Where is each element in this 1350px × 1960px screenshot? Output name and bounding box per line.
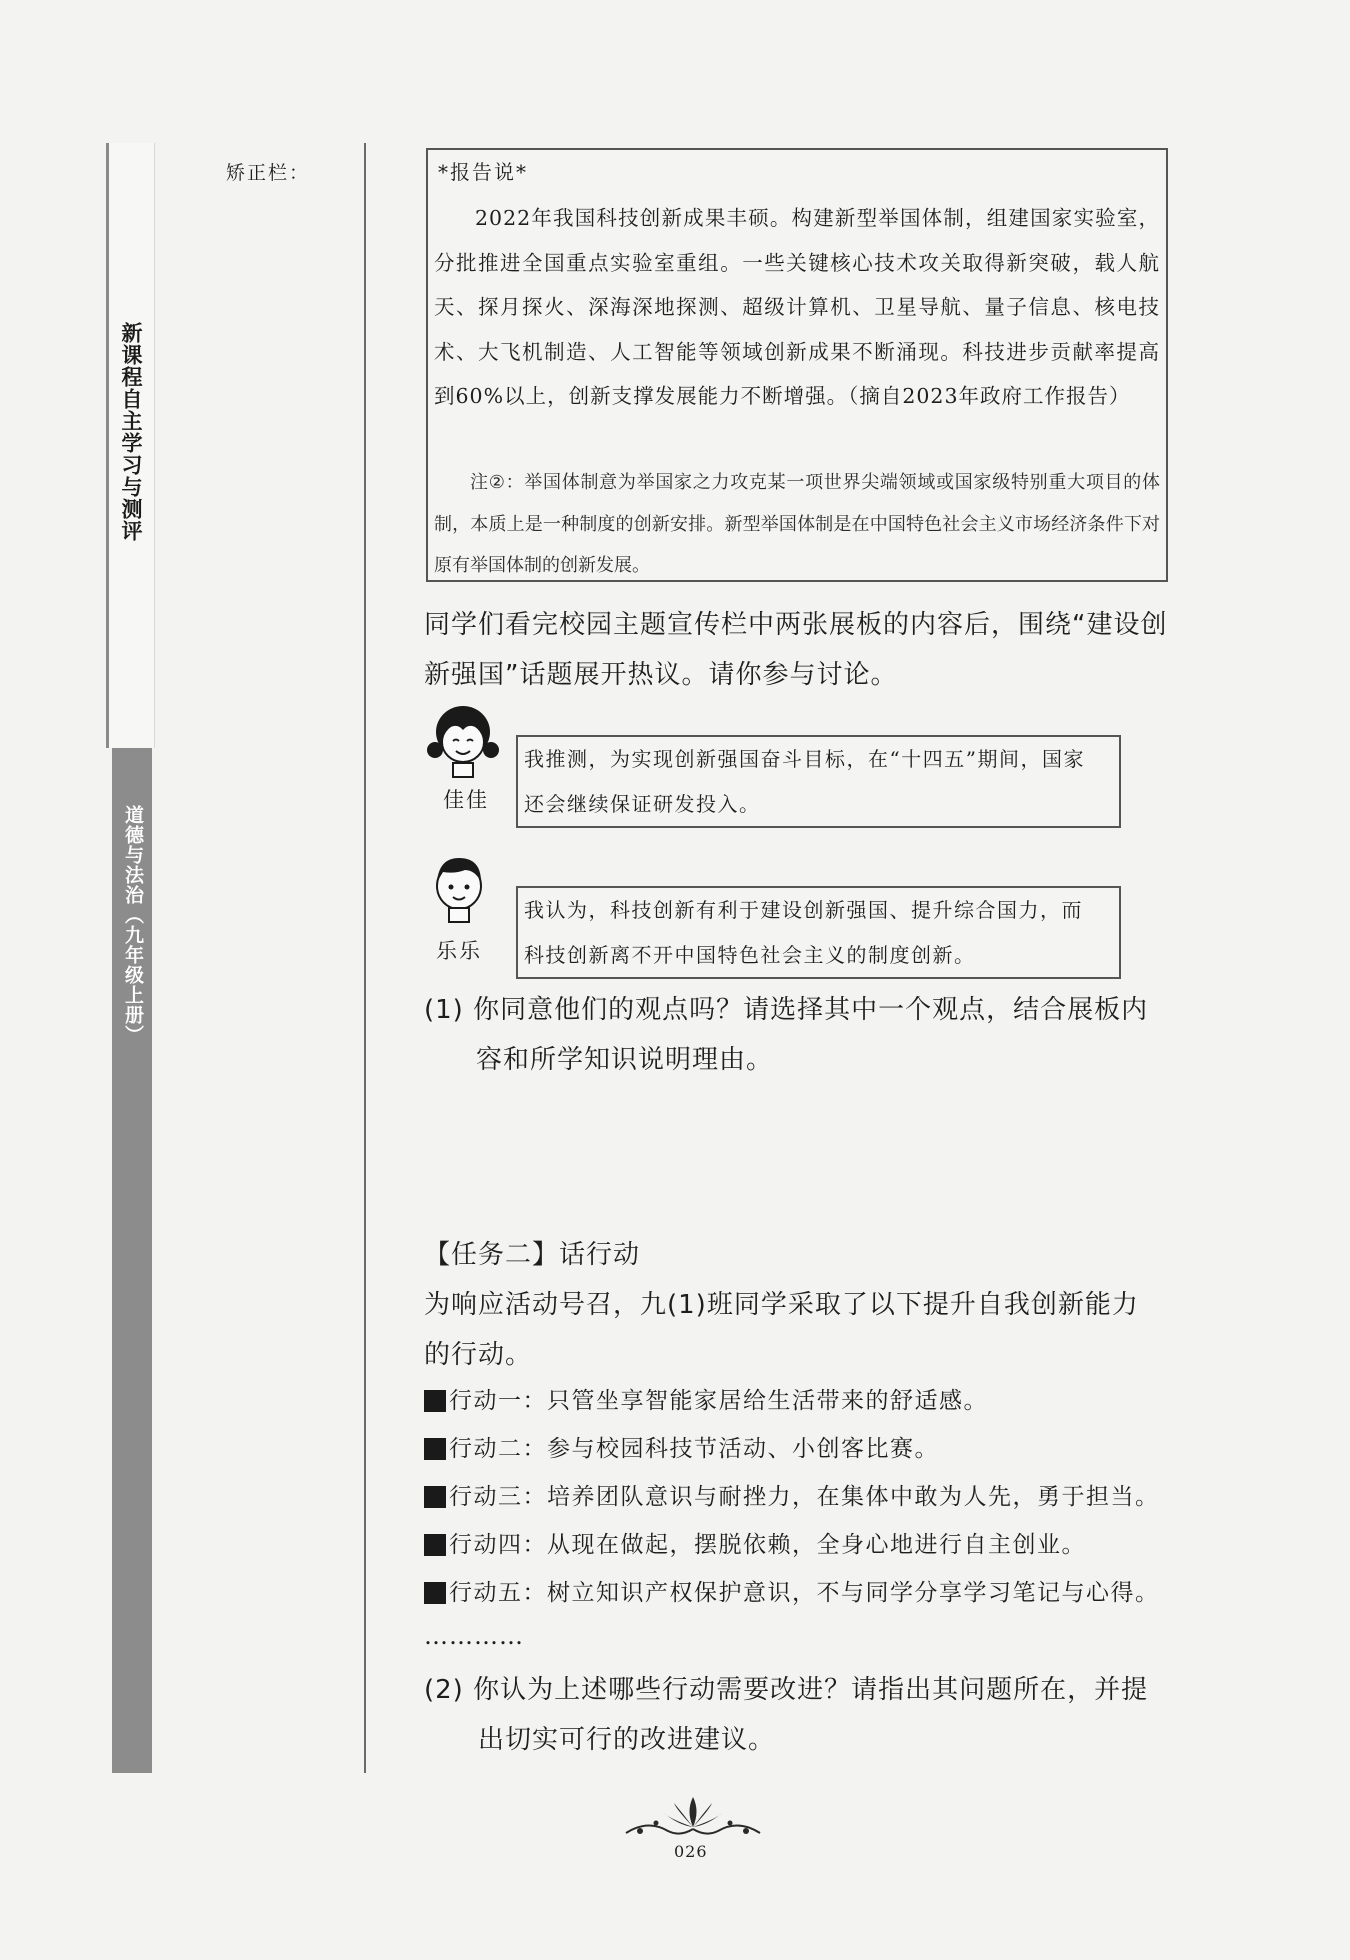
task-2-intro-line: 的行动。 [424,1340,533,1370]
action-item [424,1377,1160,1425]
speech-line: 还会继续保证研发投入。 [524,792,761,816]
bullet-square-icon [424,1486,446,1508]
boy-avatar-icon [425,848,493,928]
action-item [424,1521,1160,1569]
report-paragraph: 2022年我国科技创新成果丰硕。构建新型举国体制，组建国家实验室，分批推进全国重点实验室重组。一些关键核心技术攻关取得新突破，载人航天、探月探火、深海深地探测、超级计算机、卫星导航、量子信息、核电技术、大飞机制造、人工智能等领域创新成果不断涌现。科技进步贡献率提高到60%以上，创新支撑发展能力不断增强。（摘自2023年政府工作报告） [434,206,1160,408]
action-text: 行动一：只管坐享智能家居给生活带来的舒适感。 [449,1388,988,1414]
speech-line: 我推测，为实现创新强国奋斗目标，在“十四五”期间，国家 [524,747,1085,771]
margin-divider [364,143,366,1773]
action-item [424,1425,1160,1473]
bullet-square-icon [424,1390,446,1412]
action-list [424,1377,1160,1617]
action-item [424,1473,1160,1521]
speech-box-jiajia [516,735,1121,828]
discussion-intro: 同学们看完校园主题宣传栏中两张展板的内容后，围绕“建设创新强国”话题展开热议。请你参与讨论。 [424,610,1168,690]
report-box [426,148,1168,582]
speaker-name-lele: 乐乐 [436,939,482,963]
bullet-square-icon [424,1438,446,1460]
task-2-intro [424,1280,1176,1380]
bullet-square-icon [424,1582,446,1604]
speaker-name-jiajia: 佳佳 [443,788,489,812]
action-text: 行动五：树立知识产权保护意识，不与同学分享学习笔记与心得。 [449,1580,1160,1606]
task-2-intro-line: 为响应活动号召，九(1)班同学采取了以下提升自我创新能力 [424,1290,1139,1320]
bullet-square-icon [424,1534,446,1556]
question-2 [424,1665,1176,1765]
report-header: *报告说* [438,160,528,184]
speech-line: 我认为，科技创新有利于建设创新强国、提升综合国力，而 [524,898,1083,922]
question-2-line: 出切实可行的改进建议。 [478,1725,776,1755]
girl-avatar-icon [425,700,501,784]
question-2-line: (2) 你认为上述哪些行动需要改进？请指出其问题所在，并提 [424,1675,1149,1705]
ellipsis: ………… [424,1622,524,1650]
correction-column-label: 矫正栏： [226,162,311,184]
report-note [434,462,1160,587]
series-title: 新课程自主学习与测评 [119,322,143,542]
question-1-line: 容和所学知识说明理由。 [476,1045,774,1075]
report-note-text: 注②：举国体制意为举国家之力攻克某一项世界尖端领域或国家级特别重大项目的体制，本质上是一种制度的创新安排。新型举国体制是在中国特色社会主义市场经济条件下对原有举国体制的创新发展。 [434,472,1160,576]
speech-box-lele [516,886,1121,979]
action-text: 行动二：参与校园科技节活动、小创客比赛。 [449,1436,939,1462]
action-item [424,1569,1160,1617]
page-number: 026 [674,1842,708,1861]
speech-line: 科技创新离不开中国特色社会主义的制度创新。 [524,943,976,967]
action-text: 行动三：培养团队意识与耐挫力，在集体中敢为人先，勇于担当。 [449,1484,1160,1510]
floral-ornament-icon [618,1793,768,1843]
question-1-line: (1) 你同意他们的观点吗？请选择其中一个观点，结合展板内 [424,995,1149,1025]
report-body [434,196,1160,419]
action-text: 行动四：从现在做起，摆脱依赖，全身心地进行自主创业。 [449,1532,1086,1558]
book-title: 道德与法治（九年级上册） [122,805,144,1045]
question-1 [424,985,1176,1085]
task-2-title: 【任务二】话行动 [424,1240,641,1270]
